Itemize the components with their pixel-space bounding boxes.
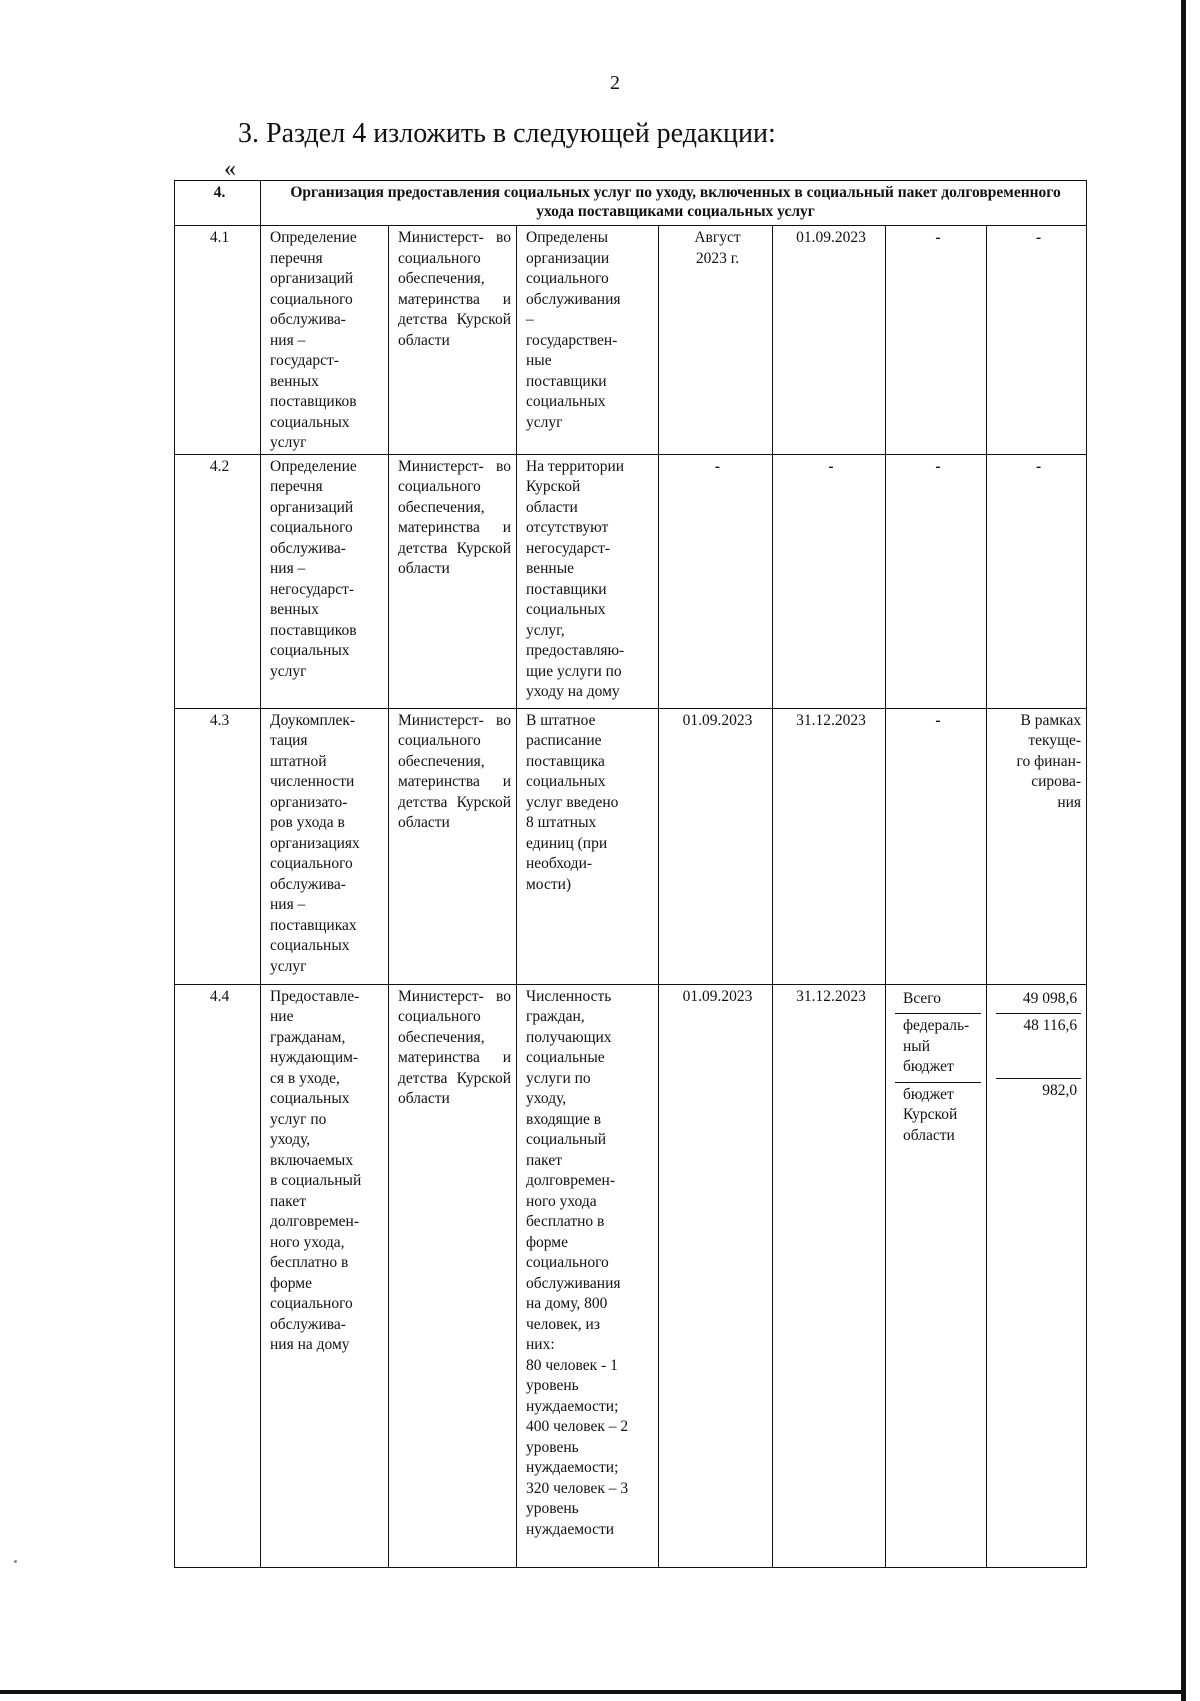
funding-amount-federal: 48 116,6	[996, 1014, 1081, 1079]
start-date-cell: 01.09.2023	[659, 984, 773, 1567]
funding-amount-cell: В рамках текуще- го финан- сирова- ния	[987, 708, 1087, 984]
funding-amount-cell: -	[987, 454, 1087, 708]
funding-source-regional: бюджет Курской области	[903, 1085, 958, 1144]
funding-amount-regional: 982,0	[1042, 1081, 1078, 1099]
measures-table	[174, 180, 1087, 1568]
table-row	[175, 226, 1087, 455]
executor-cell: Министерст- во социального обеспечения, материнства и детства Курской области	[389, 226, 517, 455]
executor-cell: Министерст- во социального обеспечения, материнства и детства Курской области	[389, 708, 517, 984]
table-row	[175, 708, 1087, 984]
end-date-cell: 01.09.2023	[773, 226, 886, 455]
result-cell: Численность граждан, получающих социальные услуги по уходу, входящие в социальный пакет долговремен- ного ухода бесплатно в форме социального обслуживания на дому, 800 человек, из них: 80 человек - 1 уровень нуждаемости; 400 человек – 2 уровень нуждаемости; 320 человек – 3 уровень нуждаемости	[517, 984, 659, 1567]
funding-source-federal: федераль- ный бюджет	[895, 1014, 981, 1083]
table-row	[175, 454, 1087, 708]
funding-source-cell	[886, 984, 987, 1567]
funding-amount-total: 49 098,6	[996, 987, 1081, 1014]
executor-cell: Министерст- во социального обеспечения, материнства и детства Курской области	[389, 984, 517, 1567]
result-cell: В штатное расписание поставщика социальных услуг введено 8 штатных единиц (при необходи- мости)	[517, 708, 659, 984]
scan-border-bottom	[0, 1690, 1186, 1694]
table-row	[175, 984, 1087, 1567]
section-header-row	[175, 181, 1087, 226]
section-title: Организация предоставления социальных услуг по уходу, включенных в социальный пакет долговременного ухода поставщиками социальных услуг	[261, 181, 1087, 226]
end-date-cell: 31.12.2023	[773, 708, 886, 984]
row-number: 4.2	[175, 454, 261, 708]
start-date-cell: Август 2023 г.	[659, 226, 773, 455]
funding-source-cell: -	[886, 454, 987, 708]
row-number: 4.1	[175, 226, 261, 455]
start-date-cell: -	[659, 454, 773, 708]
row-number: 4.4	[175, 984, 261, 1567]
scan-border-right	[1181, 0, 1186, 1701]
row-number: 4.3	[175, 708, 261, 984]
measure-cell: Предоставле- ние гражданам, нуждающим- ся в уходе, социальных услуг по уходу, включаемых в социальный пакет долговремен- ного ухода, бесплатно в форме социального обслужива- ния на дому	[261, 984, 389, 1567]
funding-source-total: Всего	[895, 987, 981, 1015]
funding-source-cell: -	[886, 226, 987, 455]
measure-cell: Определение перечня организаций социального обслужива- ния – негосударст- венных поставщиков социальных услуг	[261, 454, 389, 708]
executor-cell: Министерст- во социального обеспечения, материнства и детства Курской области	[389, 454, 517, 708]
result-cell: На территории Курской области отсутствуют негосударст- венные поставщики социальных услуг, предоставляю- щие услуги по уходу на дому	[517, 454, 659, 708]
end-date-cell: 31.12.2023	[773, 984, 886, 1567]
open-quote: «	[224, 156, 236, 182]
funding-source-cell: -	[886, 708, 987, 984]
section-number: 4.	[175, 181, 261, 226]
amendment-heading: 3. Раздел 4 изложить в следующей редакции:	[238, 118, 776, 149]
funding-amount-cell	[987, 984, 1087, 1567]
start-date-cell: 01.09.2023	[659, 708, 773, 984]
measure-cell: Доукомплек- тация штатной численности организато- ров ухода в организациях социального обслужива- ния – поставщиках социальных услуг	[261, 708, 389, 984]
page-number: 2	[610, 72, 620, 94]
end-date-cell: -	[773, 454, 886, 708]
result-cell: Определены организации социального обслуживания – государствен- ные поставщики социальных услуг	[517, 226, 659, 455]
scan-speck	[14, 1560, 17, 1563]
funding-amount-cell: -	[987, 226, 1087, 455]
measure-cell: Определение перечня организаций социального обслужива- ния – государст- венных поставщиков социальных услуг	[261, 226, 389, 455]
